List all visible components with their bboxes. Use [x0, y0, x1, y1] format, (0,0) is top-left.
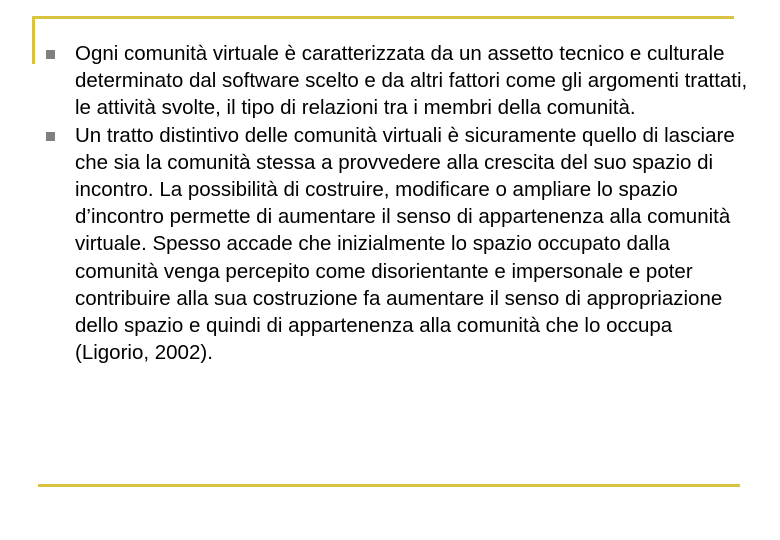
bullet-item	[46, 122, 750, 367]
square-bullet-icon	[46, 132, 55, 141]
left-rule	[32, 16, 35, 64]
bullet-text: Ogni comunità virtuale è caratterizzata da un assetto tecnico e culturale determinato dal software scelto e da altri fattori come gli argomenti trattati, le attività svolte, il tipo di relazioni tra i membri della comunità.	[75, 42, 748, 120]
square-bullet-icon	[46, 50, 55, 59]
bullet-list	[46, 40, 750, 366]
top-rule	[32, 16, 734, 19]
bullet-item	[46, 40, 750, 122]
bottom-rule	[38, 484, 740, 487]
bullet-text: Un tratto distintivo delle comunità virtuali è sicuramente quello di lasciare che sia la comunità stessa a provvedere alla crescita del suo spazio di incontro. La possibilità di costruire, modificare o ampliare lo spazio d’incontro permette di aumentare il senso di appartenenza alla comunità virtuale. Spesso accade che inizialmente lo spazio occupato dalla comunità venga percepito come disorientante e impersonale e poter contribuire alla sua costruzione fa aumentare il senso di appropriazione dello spazio e quindi di appartenenza alla comunità che lo occupa (Ligorio, 2002).	[75, 123, 735, 365]
